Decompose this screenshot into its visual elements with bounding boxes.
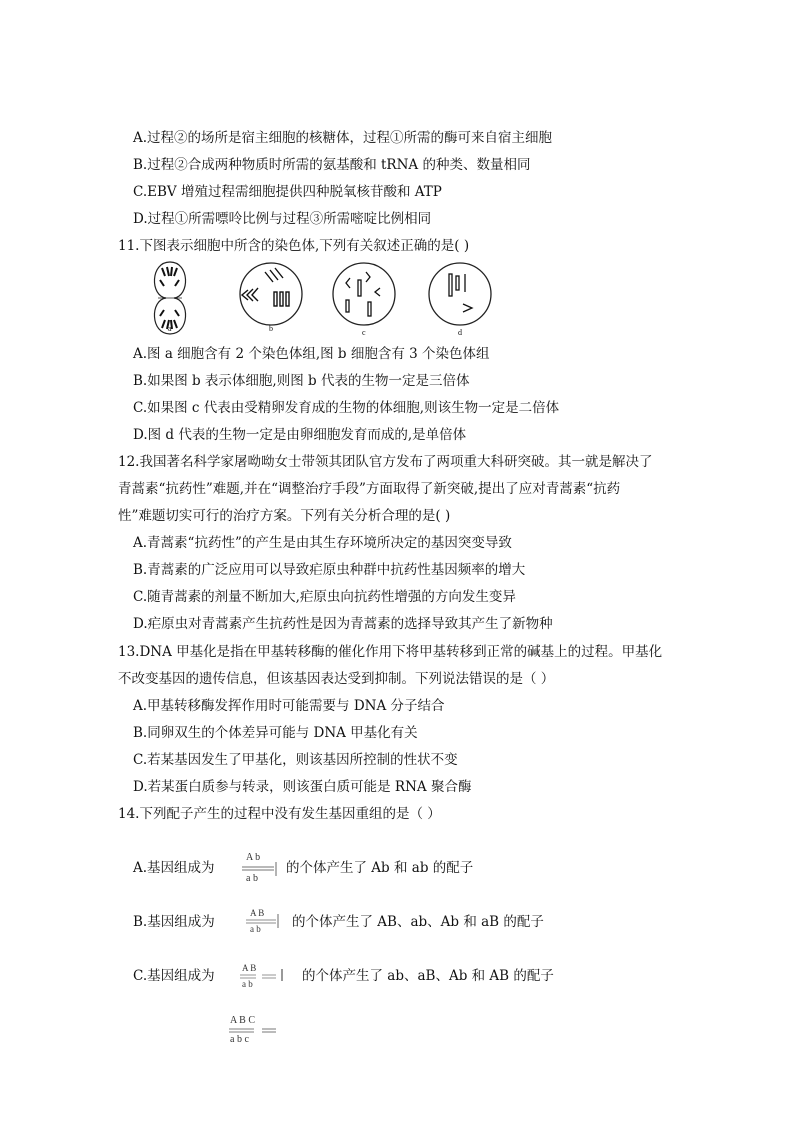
q11-option-d: D.图 d 代表的生物一定是由卵细胞发育而成的,是单倍体 bbox=[133, 427, 467, 443]
figure-label-c: c bbox=[362, 328, 366, 337]
chromosome-figure bbox=[148, 258, 508, 340]
q13-stem-line2: 不改变基因的遗传信息，但该基因表达受到抑制。下列说法错误的是（ ） bbox=[118, 671, 555, 687]
genotype-b-top: A B bbox=[250, 908, 265, 918]
q11-option-c: C.如果图 c 代表由受精卵发育成的生物的体细胞,则该生物一定是二倍体 bbox=[133, 400, 560, 416]
chromosome-diagram bbox=[148, 258, 508, 340]
figure-label-a: a bbox=[168, 324, 172, 333]
q12-option-c: C.随青蒿素的剂量不断加大,疟原虫向抗药性增强的方向发生变异 bbox=[133, 589, 516, 605]
figure-label-d: d bbox=[458, 328, 462, 337]
q10-option-b: B.过程②合成两种物质时所需的氨基酸和 tRNA 的种类、数量相同 bbox=[133, 157, 531, 173]
genotype-c-bottom: a b bbox=[242, 979, 253, 989]
genotype-a-top: A b bbox=[246, 852, 261, 863]
cell-c bbox=[333, 263, 395, 325]
genotype-c-top: A B bbox=[242, 963, 257, 973]
q14-stem: 14.下列配子产生的过程中没有发生基因重组的是（ ） bbox=[118, 806, 441, 822]
q14-option-c-prefix: C.基因组成为 bbox=[133, 968, 215, 984]
genotype-a-bottom: a b bbox=[246, 873, 258, 884]
q10-option-d: D.过程①所需嘌呤比例与过程③所需嘧啶比例相同 bbox=[133, 211, 432, 227]
figure-label-b: b bbox=[269, 324, 273, 333]
genotype-d-top: A B C bbox=[230, 1015, 256, 1026]
q12-option-b: B.青蒿素的广泛应用可以导致疟原虫种群中抗药性基因频率的增大 bbox=[133, 562, 526, 578]
genotype-c bbox=[238, 963, 290, 993]
cell-d bbox=[429, 263, 491, 325]
genotype-a bbox=[240, 852, 280, 888]
q12-option-a: A.青蒿素“抗药性”的产生是由其生存环境所决定的基因突变导致 bbox=[133, 535, 512, 551]
q11-option-a: A.图 a 细胞含有 2 个染色体组,图 b 细胞含有 3 个染色体组 bbox=[133, 346, 490, 362]
q13-option-b: B.同卵双生的个体差异可能与 DNA 甲基化有关 bbox=[133, 725, 418, 741]
genotype-d bbox=[228, 1015, 284, 1049]
genotype-d-bottom: a b c bbox=[230, 1034, 249, 1045]
q14-option-c-suffix: 的个体产生了 ab、aB、Ab 和 AB 的配子 bbox=[302, 968, 554, 984]
q10-option-c: C.EBV 增殖过程需细胞提供四种脱氧核苷酸和 ATP bbox=[133, 184, 442, 200]
q13-option-d: D.若某蛋白质参与转录，则该蛋白质可能是 RNA 聚合酶 bbox=[133, 779, 472, 795]
q12-stem-line2: 青蒿素“抗药性”难题,并在“调整治疗手段”方面取得了新突破,提出了应对青蒿素“抗药 bbox=[118, 481, 621, 497]
q10-option-a: A.过程②的场所是宿主细胞的核糖体，过程①所需的酶可来自宿主细胞 bbox=[133, 130, 553, 146]
q12-stem-line3: 性”难题切实可行的治疗方案。下列有关分析合理的是( ) bbox=[118, 508, 451, 524]
cell-b bbox=[240, 263, 302, 325]
q14-option-b-prefix: B.基因组成为 bbox=[133, 914, 215, 930]
q14-option-a-suffix: 的个体产生了 Ab 和 ab 的配子 bbox=[286, 860, 474, 876]
q14-option-b-suffix: 的个体产生了 AB、ab、Ab 和 aB 的配子 bbox=[292, 914, 544, 930]
q13-option-a: A.甲基转移酶发挥作用时可能需要与 DNA 分子结合 bbox=[133, 698, 445, 714]
q11-stem: 11.下图表示细胞中所含的染色体,下列有关叙述正确的是( ) bbox=[118, 238, 470, 254]
genotype-b-bottom: a b bbox=[250, 924, 261, 934]
q13-option-c: C.若某基因发生了甲基化，则该基因所控制的性状不变 bbox=[133, 752, 458, 768]
q12-option-d: D.疟原虫对青蒿素产生抗药性是因为青蒿素的选择导致其产生了新物种 bbox=[133, 616, 553, 632]
q12-stem-line1: 12.我国著名科学家屠呦呦女士带领其团队官方发布了两项重大科研突破。其一就是解决了 bbox=[118, 454, 653, 470]
q13-stem-line1: 13.DNA 甲基化是指在甲基转移酶的催化作用下将甲基转移到正常的碱基上的过程。甲基化 bbox=[118, 644, 663, 660]
genotype-b bbox=[244, 908, 284, 938]
q14-option-a-prefix: A.基因组成为 bbox=[133, 860, 215, 876]
q11-option-b: B.如果图 b 表示体细胞,则图 b 代表的生物一定是三倍体 bbox=[133, 373, 470, 389]
